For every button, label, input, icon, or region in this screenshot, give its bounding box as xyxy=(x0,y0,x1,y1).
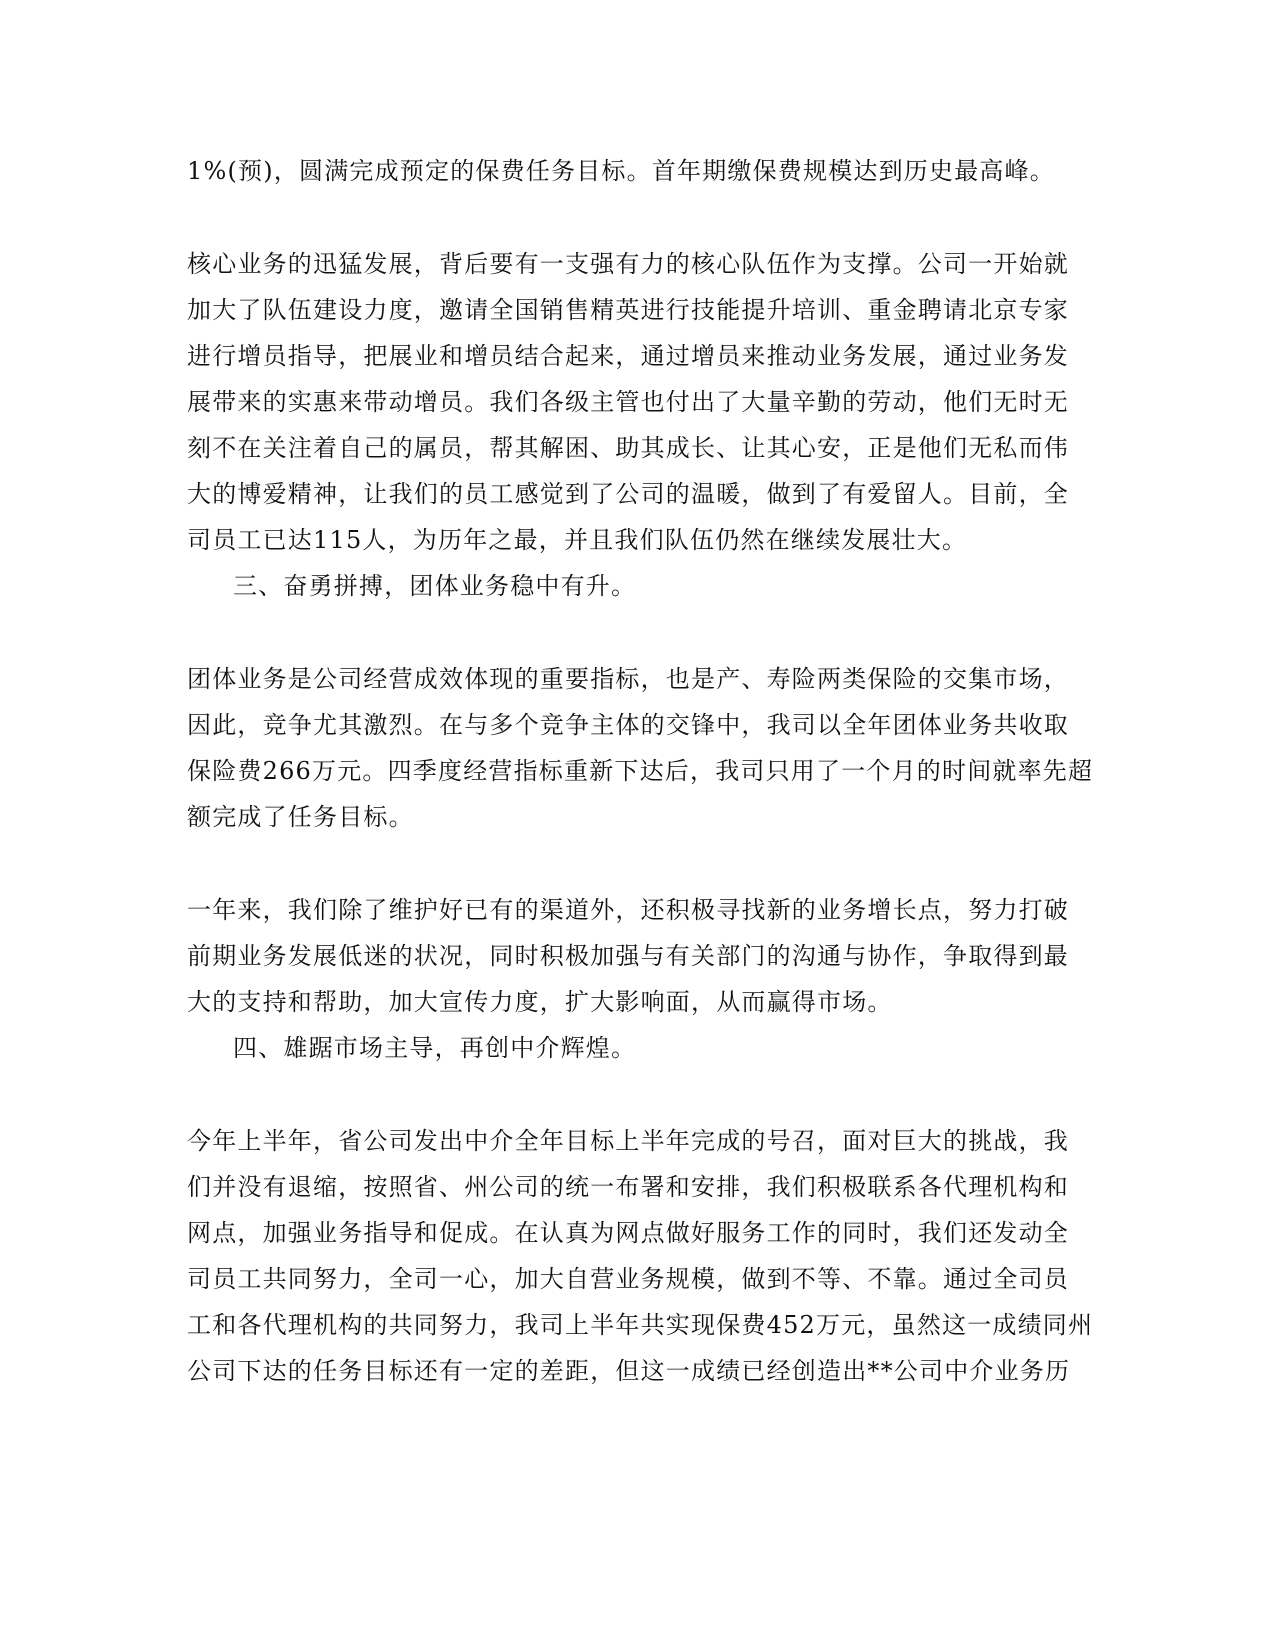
paragraph-line: 1%(预)，圆满完成预定的保费任务目标。首年期缴保费规模达到历史最高峰。 xyxy=(187,157,1055,185)
section-heading: 三、奋勇拼搏，团体业务稳中有升。 xyxy=(233,572,637,600)
paragraph-line: 司员工已达115人，为历年之最，并且我们队伍仍然在继续发展壮大。 xyxy=(187,526,968,554)
paragraph-line: 团体业务是公司经营成效体现的重要指标，也是产、寿险两类保险的交集市场， xyxy=(187,665,1069,693)
paragraph-line: 司员工共同努力，全司一心，加大自营业务规模，做到不等、不靠。通过全司员 xyxy=(187,1265,1069,1293)
paragraph-line: 大的博爱精神，让我们的员工感觉到了公司的温暖，做到了有爱留人。目前，全 xyxy=(187,480,1069,508)
paragraph-line: 核心业务的迅猛发展，背后要有一支强有力的核心队伍作为支撑。公司一开始就 xyxy=(187,250,1069,278)
paragraph-line: 今年上半年，省公司发出中介全年目标上半年完成的号召，面对巨大的挑战，我 xyxy=(187,1127,1069,1155)
section-heading: 四、雄踞市场主导，再创中介辉煌。 xyxy=(233,1034,637,1062)
paragraph-line: 前期业务发展低迷的状况，同时积极加强与有关部门的沟通与协作，争取得到最 xyxy=(187,942,1069,970)
paragraph-line: 刻不在关注着自己的属员，帮其解困、助其成长、让其心安，正是他们无私而伟 xyxy=(187,434,1069,462)
paragraph-line: 因此，竞争尤其激烈。在与多个竞争主体的交锋中，我司以全年团体业务共收取 xyxy=(187,711,1069,739)
paragraph-line: 展带来的实惠来带动增员。我们各级主管也付出了大量辛勤的劳动，他们无时无 xyxy=(187,388,1069,416)
paragraph-line: 公司下达的任务目标还有一定的差距，但这一成绩已经创造出**公司中介业务历 xyxy=(187,1357,1071,1385)
paragraph-line: 进行增员指导，把展业和增员结合起来，通过增员来推动业务发展，通过业务发 xyxy=(187,342,1069,370)
paragraph-line: 加大了队伍建设力度，邀请全国销售精英进行技能提升培训、重金聘请北京专家 xyxy=(187,296,1069,324)
paragraph-line: 网点，加强业务指导和促成。在认真为网点做好服务工作的同时，我们还发动全 xyxy=(187,1219,1069,1247)
paragraph-line: 大的支持和帮助，加大宣传力度，扩大影响面，从而赢得市场。 xyxy=(187,988,893,1016)
paragraph-line: 工和各代理机构的共同努力，我司上半年共实现保费452万元，虽然这一成绩同州 xyxy=(187,1311,1094,1339)
paragraph-line: 们并没有退缩，按照省、州公司的统一布署和安排，我们积极联系各代理机构和 xyxy=(187,1173,1069,1201)
paragraph-line: 保险费266万元。四季度经营指标重新下达后，我司只用了一个月的时间就率先超 xyxy=(187,757,1094,785)
paragraph-line: 额完成了任务目标。 xyxy=(187,803,414,831)
paragraph-line: 一年来，我们除了维护好已有的渠道外，还积极寻找新的业务增长点，努力打破 xyxy=(187,896,1069,924)
